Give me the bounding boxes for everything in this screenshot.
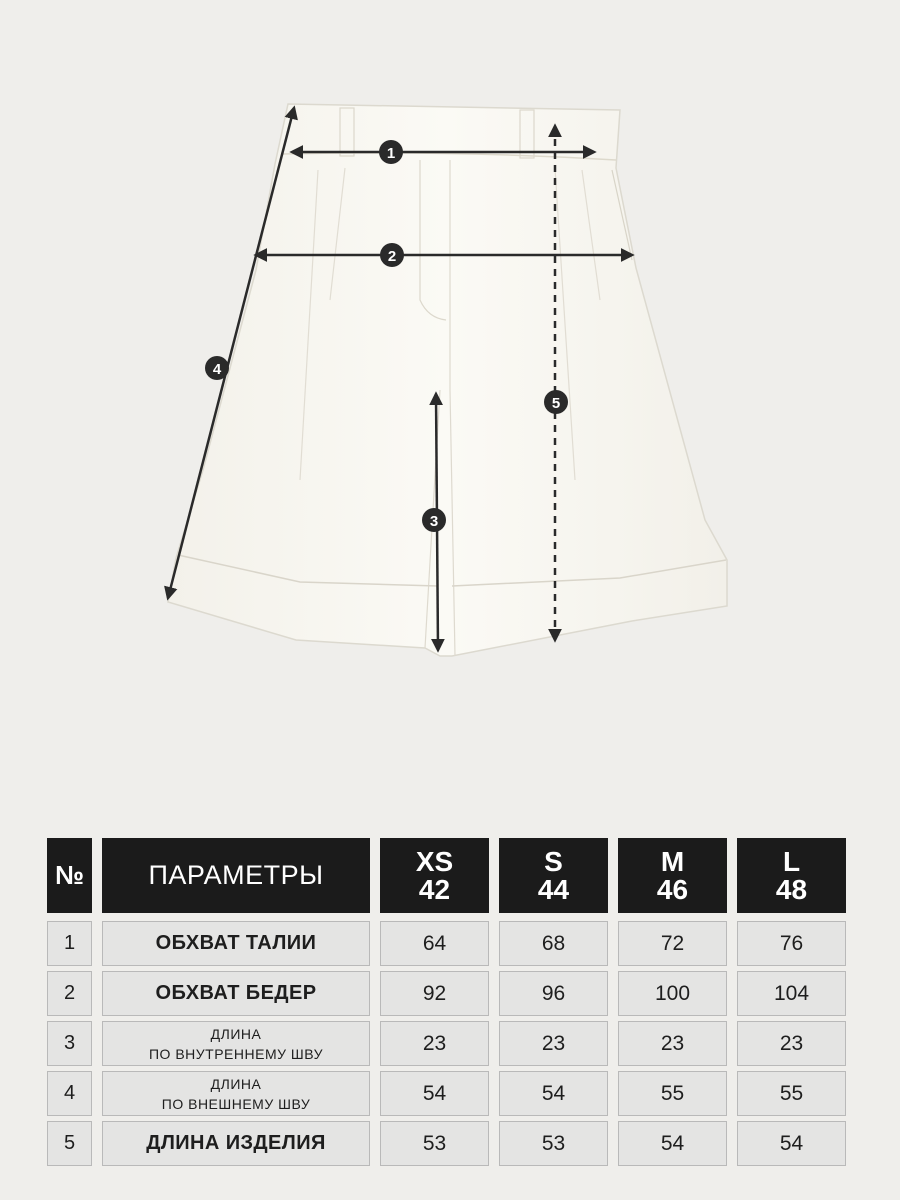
row-parameter: ОБХВАТ ТАЛИИ [102,921,370,966]
value-l: 54 [737,1121,846,1166]
header-size-s [499,838,608,913]
parameter-line-2: ПО ВНУТРЕННЕМУ ШВУ [148,1045,323,1062]
parameter-line-1: ДЛИНА [210,1075,262,1092]
value-m: 72 [618,921,727,966]
svg-text:1: 1 [386,145,396,162]
row-number: 5 [47,1121,92,1166]
size-letter: M [660,845,685,877]
row-parameter [102,1021,370,1066]
value-m: 100 [618,971,727,1016]
size-table [47,838,853,1171]
marker-2 [380,243,404,267]
value-m: 54 [618,1121,727,1166]
header-num: № [47,838,92,913]
row-number: 4 [47,1071,92,1116]
table-row [47,1071,853,1116]
size-letter: XS [415,845,454,877]
value-s: 96 [499,971,608,1016]
value-s: 68 [499,921,608,966]
header-size-xs [380,838,489,913]
svg-text:3: 3 [429,513,439,530]
value-l: 55 [737,1071,846,1116]
value-l: 76 [737,921,846,966]
row-number: 1 [47,921,92,966]
marker-5 [544,390,568,414]
size-letter: S [544,845,563,877]
table-row [47,971,853,1016]
value-m: 23 [618,1021,727,1066]
shorts-image [168,104,727,656]
svg-text:4: 4 [212,361,222,378]
marker-4 [205,356,229,380]
svg-text:2: 2 [387,248,397,265]
table-row [47,921,853,966]
row-number: 3 [47,1021,92,1066]
header-size-l [737,838,846,913]
row-parameter: ОБХВАТ БЕДЕР [102,971,370,1016]
marker-3 [422,508,446,532]
row-number: 2 [47,971,92,1016]
value-m: 55 [618,1071,727,1116]
parameter-line-2: ПО ВНЕШНЕМУ ШВУ [161,1095,311,1112]
size-number: 46 [656,873,689,905]
value-s: 54 [499,1071,608,1116]
table-row [47,1121,853,1166]
value-xs: 92 [380,971,489,1016]
row-parameter: ДЛИНА ИЗДЕЛИЯ [102,1121,370,1166]
header-params: ПАРАМЕТРЫ [102,838,370,913]
size-number: 42 [418,873,451,905]
value-l: 23 [737,1021,846,1066]
marker-1 [379,140,403,164]
row-parameter [102,1071,370,1116]
size-letter: L [782,845,801,877]
value-s: 23 [499,1021,608,1066]
header-size-m [618,838,727,913]
table-row [47,1021,853,1066]
svg-text:5: 5 [551,395,561,412]
value-xs: 23 [380,1021,489,1066]
value-s: 53 [499,1121,608,1166]
value-xs: 64 [380,921,489,966]
value-xs: 54 [380,1071,489,1116]
value-l: 104 [737,971,846,1016]
value-xs: 53 [380,1121,489,1166]
size-number: 44 [537,873,570,905]
table-header-row [47,838,853,913]
parameter-line-1: ДЛИНА [210,1025,262,1042]
size-number: 48 [775,873,808,905]
